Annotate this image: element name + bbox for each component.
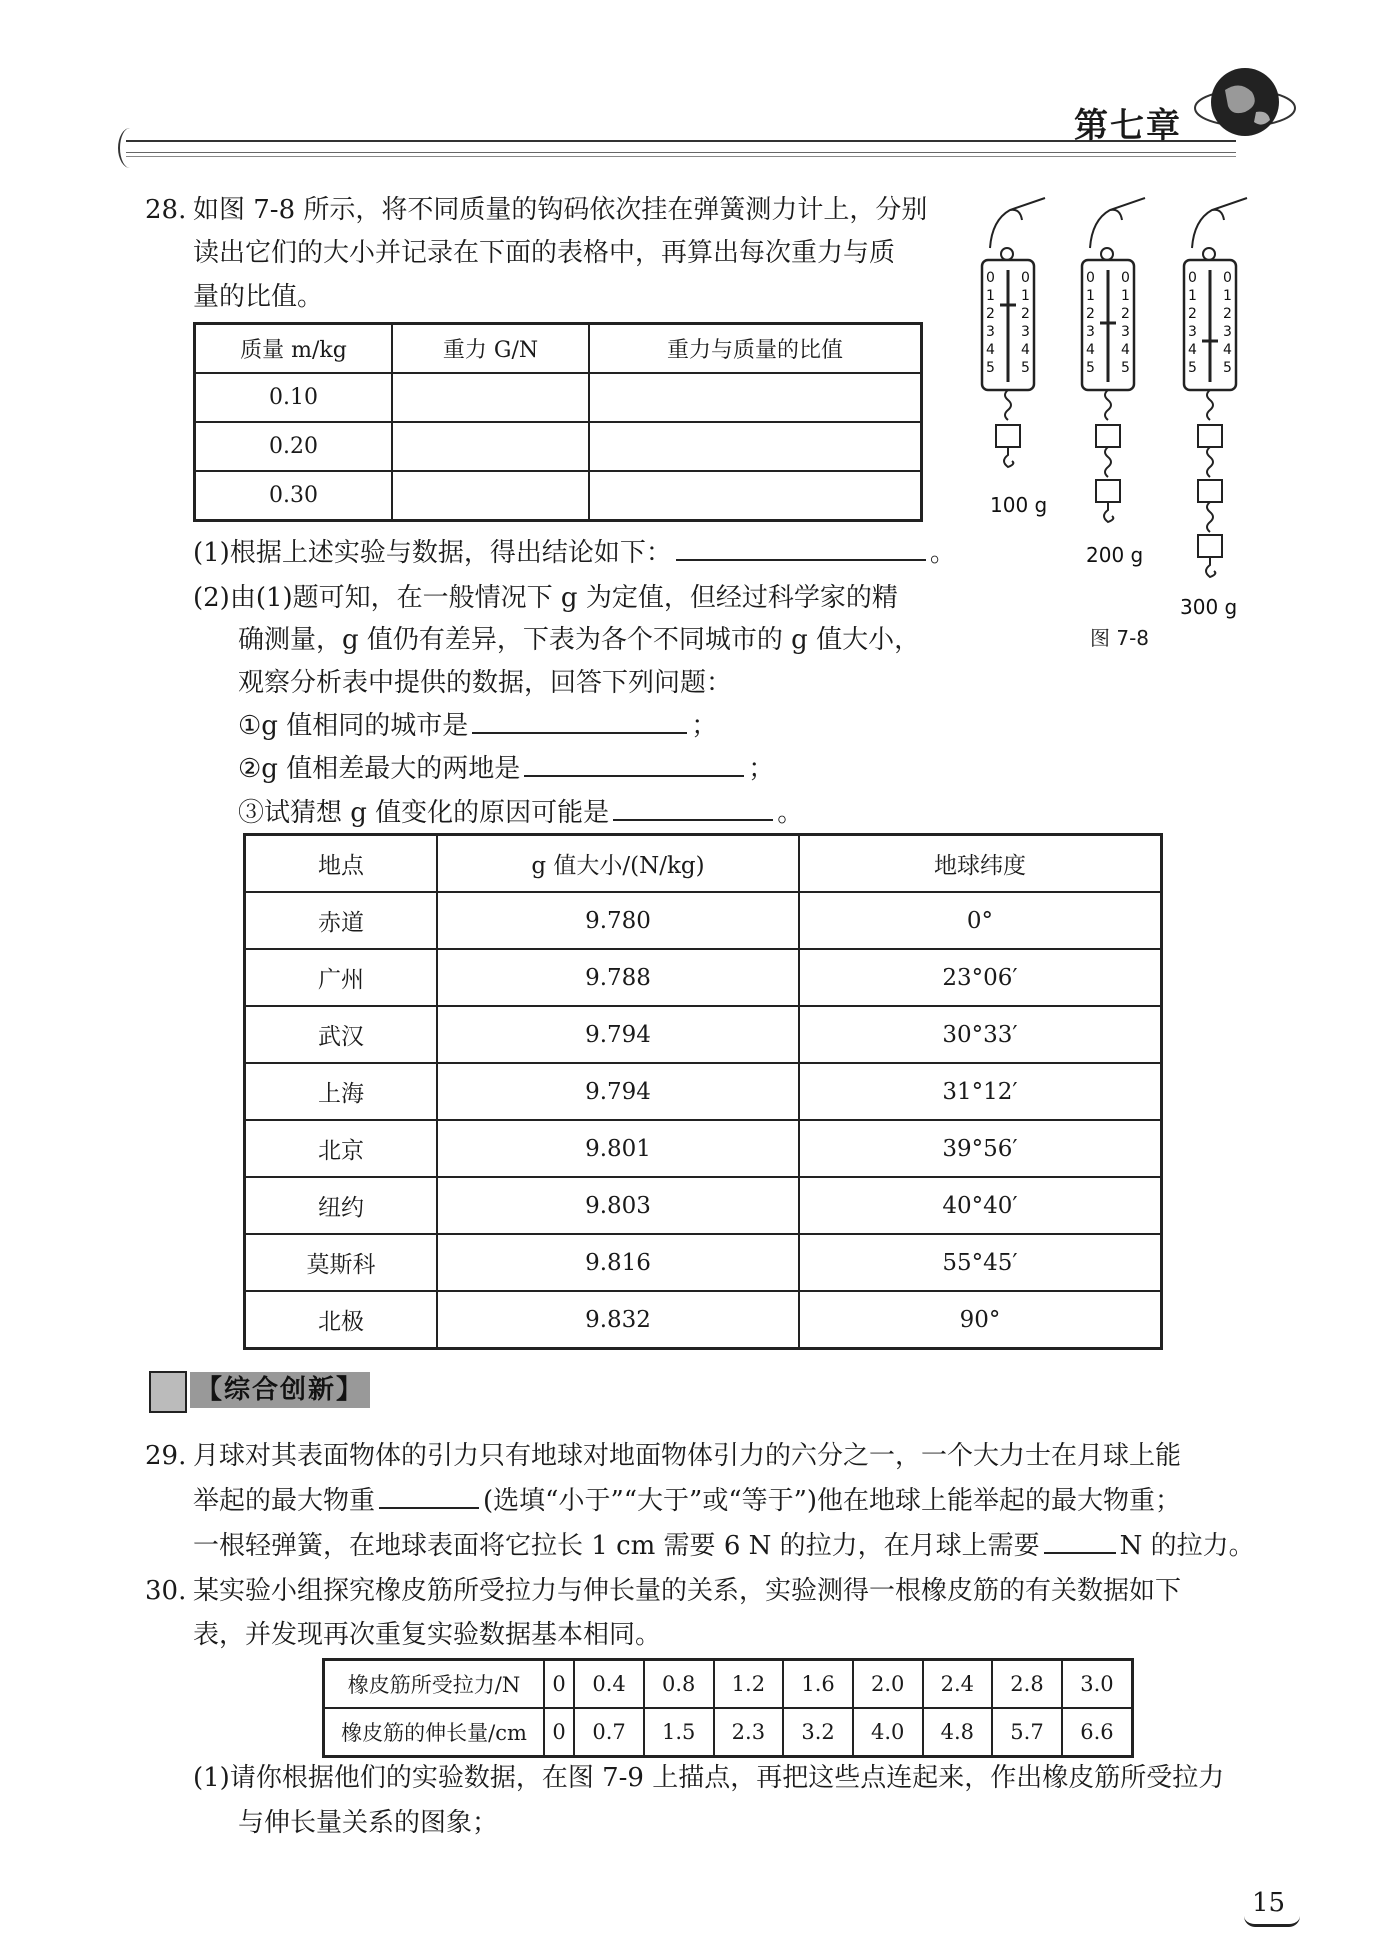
scale-number: 0 (1086, 270, 1095, 286)
g-value-table (243, 833, 1163, 1350)
ratio-cell[interactable] (589, 471, 922, 521)
spring-scale-1 (982, 198, 1047, 517)
scale-number: 4 (986, 342, 995, 358)
scale-number: 0 (986, 270, 995, 286)
scale-number: 3 (1121, 324, 1130, 340)
scale-number: 5 (1223, 360, 1232, 376)
table-row (195, 471, 922, 521)
q28-text-line1: 如图 7-8 所示，将不同质量的钩码依次挂在弹簧测力计上，分别 (193, 195, 928, 225)
answer-blank[interactable] (524, 774, 744, 777)
q29-line1: 月球对其表面物体的引力只有地球对地面物体引力的六分之一，一个大力士在月球上能 (193, 1441, 1182, 1471)
q30-number: 30. (145, 1576, 187, 1606)
scale-number: 3 (1021, 324, 1030, 340)
scale-number: 4 (1021, 342, 1030, 358)
globe-icon (1190, 50, 1300, 160)
table-row: 橡皮筋的伸长量/cm 0 0.7 1.5 2.3 3.2 4.0 4.8 5.7 6.6 (324, 1708, 1133, 1757)
table-row: 武汉 9.794 30°33′ (245, 1006, 1162, 1063)
q30-sub1-line2: 与伸长量关系的图象； (238, 1808, 499, 1838)
scale-number: 2 (1086, 306, 1095, 322)
table-row: 广州 9.788 23°06′ (245, 949, 1162, 1006)
scale-number: 5 (1121, 360, 1130, 376)
scale-number: 1 (1188, 288, 1197, 304)
weight-cell[interactable] (392, 373, 589, 422)
q28-text-line3: 量的比值。 (193, 282, 324, 312)
q28-number: 28. (145, 195, 187, 225)
scale-number: 2 (1188, 306, 1197, 322)
scale-number: 4 (1188, 342, 1197, 358)
mass-cell: 0.20 (195, 422, 393, 471)
scale-number: 0 (1021, 270, 1030, 286)
header-curl (118, 128, 142, 168)
scale-number: 2 (1121, 306, 1130, 322)
page-number-underline (1244, 1916, 1300, 1927)
weight-cell[interactable] (392, 471, 589, 521)
page-number: 15 (1252, 1888, 1286, 1918)
section-icon (149, 1371, 187, 1413)
scale-number: 2 (1223, 306, 1232, 322)
header-rule (126, 140, 1236, 153)
table-header: 地点 (245, 835, 438, 893)
q29-line2: 举起的最大物重 (选填“小于”“大于”或“等于”)他在地球上能举起的最大物重； (193, 1486, 1182, 1516)
spring-scale-3 (1180, 198, 1247, 619)
table-row: 上海 9.794 31°12′ (245, 1063, 1162, 1120)
q28-sub2-line2: 确测量，g 值仍有差异，下表为各个不同城市的 g 值大小， (238, 625, 921, 655)
scale-number: 5 (1086, 360, 1095, 376)
answer-blank[interactable] (472, 731, 687, 734)
q30-line2: 表，并发现再次重复实验数据基本相同。 (193, 1620, 662, 1650)
q29-number: 29. (145, 1441, 187, 1471)
mass-label: 300 g (1180, 595, 1238, 619)
figure-caption: 图 7-8 (1090, 626, 1150, 650)
scale-number: 3 (986, 324, 995, 340)
table-header: 地球纬度 (799, 835, 1162, 893)
q28-sub1: (1)根据上述实验与数据，得出结论如下： 。 (193, 538, 956, 568)
answer-blank[interactable] (1044, 1551, 1116, 1554)
table-header: 重力 G/N (392, 324, 589, 374)
q28-item1: ①g 值相同的城市是 ； (238, 711, 718, 741)
row-label: 橡皮筋所受拉力/N (324, 1660, 545, 1709)
table-row: 北极 9.832 90° (245, 1291, 1162, 1349)
q28-sub2-line1: (2)由(1)题可知，在一般情况下 g 为定值，但经过科学家的精 (193, 583, 898, 613)
table-row (195, 422, 922, 471)
answer-blank[interactable] (676, 558, 926, 561)
scale-number: 3 (1223, 324, 1232, 340)
scale-number: 1 (1223, 288, 1232, 304)
scale-number: 1 (1086, 288, 1095, 304)
scale-number: 5 (1188, 360, 1197, 376)
table-row (195, 373, 922, 422)
table-row: 橡皮筋所受拉力/N 0 0.4 0.8 1.2 1.6 2.0 2.4 2.8 3.0 (324, 1660, 1133, 1709)
q28-item2: ②g 值相差最大的两地是 ； (238, 754, 775, 784)
ratio-cell[interactable] (589, 422, 922, 471)
scale-number: 4 (1086, 342, 1095, 358)
table-header: 质量 m/kg (195, 324, 393, 374)
scale-number: 1 (986, 288, 995, 304)
table-row: 赤道 9.780 0° (245, 892, 1162, 949)
scale-number: 0 (1223, 270, 1232, 286)
table-header: 重力与质量的比值 (589, 324, 922, 374)
scale-number: 1 (1121, 288, 1130, 304)
q30-line1: 某实验小组探究橡皮筋所受拉力与伸长量的关系，实验测得一根橡皮筋的有关数据如下 (193, 1576, 1182, 1606)
scale-number: 3 (1188, 324, 1197, 340)
q30-sub1-line1: (1)请你根据他们的实验数据，在图 7-9 上描点，再把这些点连起来，作出橡皮筋所受拉力 (193, 1763, 1225, 1793)
scale-number: 4 (1121, 342, 1130, 358)
scale-number: 4 (1223, 342, 1232, 358)
scale-number: 5 (1021, 360, 1030, 376)
q28-item3: ③试猜想 g 值变化的原因可能是 。 (238, 798, 804, 828)
mass-label: 200 g (1086, 543, 1144, 567)
row-label: 橡皮筋的伸长量/cm (324, 1708, 545, 1757)
q28-text-line2: 读出它们的大小并记录在下面的表格中，再算出每次重力与质 (193, 238, 896, 268)
table-header: g 值大小/(N/kg) (437, 835, 799, 893)
table-row: 纽约 9.803 40°40′ (245, 1177, 1162, 1234)
scale-number: 1 (1021, 288, 1030, 304)
q29-line3: 一根轻弹簧，在地球表面将它拉长 1 cm 需要 6 N 的拉力，在月球上需要 N 的拉力。 (193, 1531, 1255, 1561)
scale-number: 2 (1021, 306, 1030, 322)
section-title: 【综合创新】 (190, 1372, 370, 1408)
scale-number: 0 (1121, 270, 1130, 286)
table-row: 莫斯科 9.816 55°45′ (245, 1234, 1162, 1291)
ratio-cell[interactable] (589, 373, 922, 422)
answer-blank[interactable] (613, 818, 773, 821)
spring-scale-2 (1082, 198, 1145, 567)
mass-cell: 0.30 (195, 471, 393, 521)
header-rule-thin (126, 156, 1236, 157)
scale-number: 0 (1188, 270, 1197, 286)
mass-weight-table (193, 322, 923, 522)
spring-scale-figure (970, 190, 1260, 630)
scale-number: 3 (1086, 324, 1095, 340)
chapter-title: 第七章 (1074, 106, 1182, 146)
mass-label: 100 g (990, 493, 1048, 517)
mass-cell: 0.10 (195, 373, 393, 422)
q28-sub2-line3: 观察分析表中提供的数据，回答下列问题： (238, 668, 733, 698)
rubber-band-table (322, 1658, 1134, 1758)
scale-number: 2 (986, 306, 995, 322)
scale-number: 5 (986, 360, 995, 376)
weight-cell[interactable] (392, 422, 589, 471)
table-row: 北京 9.801 39°56′ (245, 1120, 1162, 1177)
answer-blank[interactable] (379, 1506, 479, 1509)
